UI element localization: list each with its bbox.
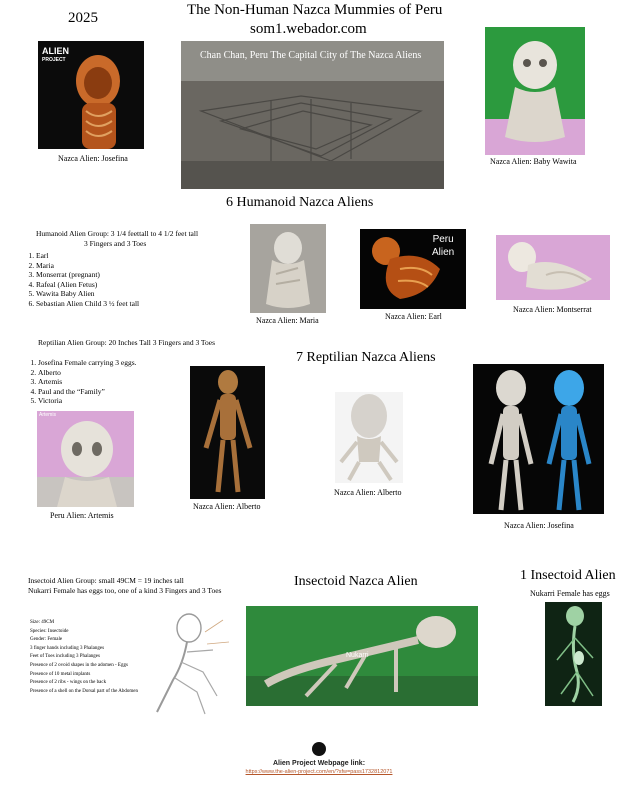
josefina-caption: Nazca Alien: Josefina [58, 154, 128, 163]
josefina-photo [38, 41, 144, 149]
humanoid-list [20, 251, 139, 308]
note-line: Feet of Toes including 3 Phalanges [30, 654, 100, 660]
list-item: 3. Artemis [38, 377, 137, 387]
list-item: 6. Sebastian Alien Child 3 ½ feet tall [36, 299, 139, 309]
earl-overlay-line2: Alien [432, 247, 455, 258]
humanoid-group-line1: Humanoid Alien Group: 3 1/4 feettall to 4 1/2 feet tall [36, 229, 199, 238]
reptilian-heading: 7 Reptilian Nazca Aliens [296, 350, 436, 365]
note-line: Size: 49CM [30, 620, 55, 625]
alberto-caption: Nazca Alien: Alberto [334, 488, 402, 497]
list-item: 5. Victoria [38, 396, 137, 406]
artemis-label: Artemis [39, 412, 56, 418]
list-item: 1. Josefina Female carrying 3 eggs. [38, 358, 137, 368]
city-banner: Chan Chan, Peru The Capital City of The Nazca Aliens [200, 50, 422, 61]
alien-project-logo [42, 47, 69, 65]
artemis-caption: Peru Alien: Artemis [50, 511, 114, 520]
earl-overlay [432, 233, 454, 259]
montserrat-caption: Nazca Alien: Montserrat [513, 305, 592, 314]
footer-title: Alien Project Webpage link: [272, 760, 366, 767]
maria-caption: Nazca Alien: Maria [256, 316, 319, 325]
baby-wawita-caption: Nazca Alien: Baby Wawita [490, 157, 577, 166]
insectoid-notes [30, 619, 138, 696]
note-line: Presence of 10 metal implants [30, 671, 91, 677]
baby-wawita-photo [485, 27, 585, 155]
list-item: 5. Wawita Baby Alien [36, 289, 139, 299]
montserrat-photo [496, 235, 610, 300]
insectoid-skeleton-diagram [143, 612, 233, 718]
note-line: Presence of a shell on the Dorsal part of the Abdomen [30, 688, 139, 694]
alberto-photo [335, 392, 403, 483]
year-label: 2025 [68, 10, 98, 26]
insectoid-group-text [28, 576, 221, 596]
footer-link[interactable]: https://www.the-alien-project.com/en/?sfw=pass1732812071 [245, 769, 393, 775]
alberto-xray-caption: Nazca Alien: Alberto [193, 502, 261, 511]
page-title: The Non-Human Nazca Mummies of Peru [187, 2, 443, 18]
earl-caption: Nazca Alien: Earl [385, 312, 442, 321]
reptilian-list [22, 358, 137, 406]
list-item: 1. Earl [36, 251, 139, 261]
reptilian-group-line: Reptilian Alien Group: 20 Inches Tall 3 Fingers and 3 Toes [38, 338, 215, 347]
nukarri-photo [246, 606, 478, 706]
site-url[interactable]: som1.webador.com [250, 21, 367, 37]
logo-line1: ALIEN [42, 46, 69, 56]
nukarri-xray-photo [545, 602, 602, 706]
list-item: 4. Rafeal (Alien Fetus) [36, 280, 139, 290]
josefina-xray-photo [473, 364, 604, 514]
insectoid-group-line1: Insectoid Alien Group: small 49CM = 19 inches tall [28, 576, 184, 585]
artemis-photo [37, 411, 134, 507]
maria-photo [250, 224, 326, 313]
list-item: 2. Alberto [38, 368, 137, 378]
alien-project-footer-logo [312, 742, 326, 756]
note-line: Presence of 2 ribs - wings on the back [30, 680, 107, 686]
humanoid-group-text [36, 229, 236, 249]
list-item: 3. Monserrat (pregnant) [36, 270, 139, 280]
insectoid-heading-right: 1 Insectoid Alien [520, 568, 616, 583]
insectoid-group-line2: Nukarri Female has eggs too, one of a kind 3 Fingers and 3 Toes [28, 586, 222, 595]
insectoid-heading: Insectoid Nazca Alien [294, 574, 418, 589]
chan-chan-photo [181, 41, 444, 189]
note-line: 3 finger hands including 3 Phalanges [30, 645, 105, 651]
humanoid-heading: 6 Humanoid Nazca Aliens [226, 195, 374, 210]
josefina-xray-caption: Nazca Alien: Josefina [504, 521, 574, 530]
logo-line2: PROJECT [42, 57, 66, 63]
earl-photo [360, 229, 466, 309]
note-line: Gender: Female [30, 637, 63, 643]
nukarri-label: Nukarri [346, 652, 369, 659]
note-line: Species: Insectoide [30, 628, 69, 634]
note-line: Presence of 2 ovoid shapes in the adomen - Eggs [30, 662, 128, 668]
list-item: 2. Maria [36, 261, 139, 271]
alberto-xray-photo [190, 366, 265, 499]
humanoid-group-line2: 3 Fingers and 3 Toes [84, 239, 147, 248]
insectoid-subheading-right: Nukarri Female has eggs [530, 589, 610, 598]
earl-overlay-line1: Peru [432, 234, 454, 245]
list-item: 4. Paul and the “Family” [38, 387, 137, 397]
